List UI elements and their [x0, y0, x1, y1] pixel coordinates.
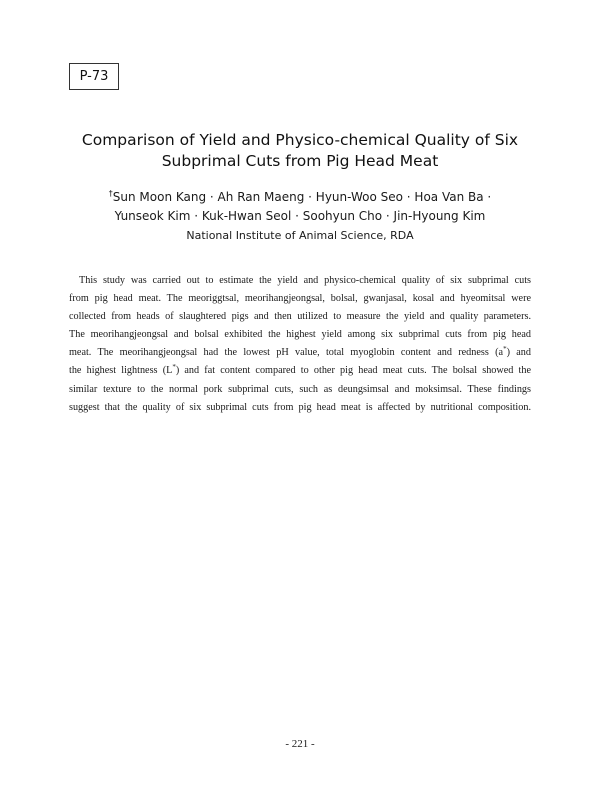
abstract-line: similar texture to the normal pork subprimal cuts, such as deungsimsal and moksimsal. These findings: [69, 383, 531, 395]
poster-number-label: P-73: [69, 63, 119, 90]
superscript-star: *: [503, 345, 507, 354]
abstract-text: meat. The meorihangjeongsal had the lowest pH value, total myoglobin content and redness (a: [69, 347, 504, 359]
title-line-1: Comparison of Yield and Physico-chemical Quality of Six: [81, 131, 519, 149]
corresponding-author-marker: †: [108, 189, 113, 198]
abstract-line: collected from heads of slaughtered pigs and then utilized to measure the yield and quality parameters.: [69, 311, 531, 323]
abstract-line: The meorihangjeongsal and bolsal exhibited the highest yield among six subprimal cuts from pig head: [69, 329, 531, 341]
paper-title: [40, 130, 560, 172]
author-line-1: [40, 188, 560, 207]
abstract-text: ) and fat content compared to other pig head meat cuts. The bolsal showed the: [175, 365, 531, 377]
author-line-1-text: Sun Moon Kang · Ah Ran Maeng · Hyun-Woo Seo · Hoa Van Ba ·: [112, 190, 492, 204]
abstract-line: This study was carried out to estimate the yield and physico-chemical quality of six subprimal cuts: [79, 275, 531, 286]
author-list: [40, 188, 560, 226]
author-line-2: Yunseok Kim · Kuk-Hwan Seol · Soohyun Cho · Jin-Hyoung Kim: [114, 209, 486, 223]
abstract: [69, 272, 531, 417]
abstract-line: [69, 362, 531, 380]
abstract-line: suggest that the quality of six subprimal cuts from pig head meat is affected by nutritional composition.: [69, 401, 531, 413]
abstract-text: the highest lightness (L: [69, 365, 173, 377]
page-number: - 221 -: [285, 738, 315, 750]
abstract-text: ) and: [506, 347, 531, 359]
superscript-star: *: [172, 363, 176, 372]
abstract-line: from pig head meat. The meoriggtsal, meorihangjeongsal, bolsal, gwanjasal, kosal and hyeomitsal were: [69, 293, 531, 305]
affiliation: National Institute of Animal Science, RDA: [186, 229, 414, 242]
title-line-2: Subprimal Cuts from Pig Head Meat: [161, 152, 439, 170]
abstract-line: [69, 344, 531, 362]
